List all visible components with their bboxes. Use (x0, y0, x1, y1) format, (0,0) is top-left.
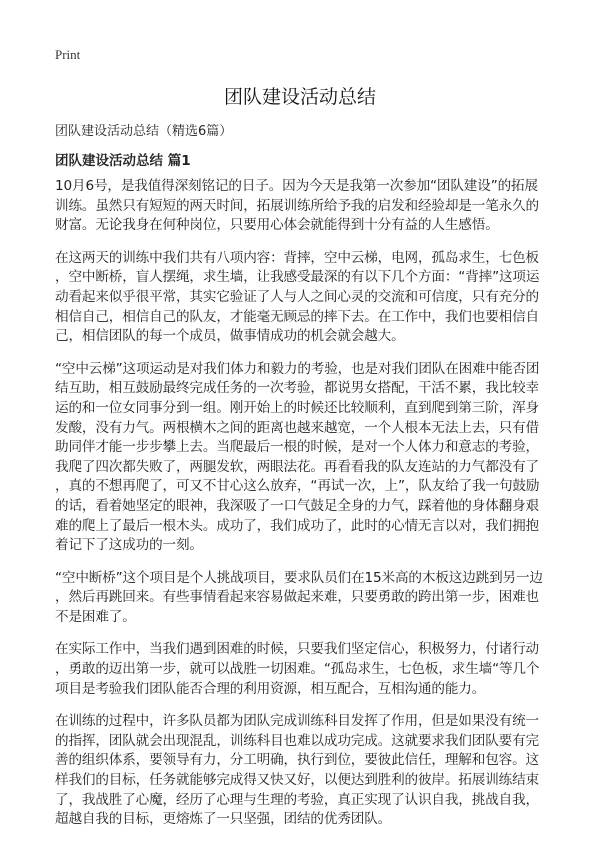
paragraph-line: “空中云梯”这项运动是对我们体力和毅力的考验，也是对我们团队在困难中能否团 (55, 360, 540, 377)
paragraph-line: 我爬了四次都失败了，两腿发软，两眼法花。再看看我的队友连站的力气都没有了 (55, 458, 539, 475)
paragraph (55, 249, 555, 347)
document-body (55, 177, 555, 843)
paragraph-line: 运的和一位女同事分到一组。刚开始上的时候还比较顺利，直到爬到第三阶，浑身 (55, 399, 539, 416)
page-title: 团队建设活动总结 (223, 86, 376, 108)
paragraph (55, 640, 555, 699)
paragraph-line: “空中断桥”这个项目是个人挑战项目，要求队员们在15米高的木板这边跳到另一边 (55, 569, 543, 586)
paragraph-line: 样我们的目标，任务就能够完成得又快又好，以便达到胜利的彼岸。拓展训练结束 (55, 772, 539, 789)
paragraph-line: 发酸，没有力气。两根横木之间的距离也越来越宽，一个人根本无法上去，只有借 (55, 419, 539, 436)
paragraph-line: 善的组织体系，要领导有力，分工明确，执行到位，要彼此信任，理解和包容。这 (55, 752, 539, 769)
paragraph-line: ，然后再跳回来。有些事情看起来容易做起来难，只要勇敢的跨出第一步，困难也 (55, 589, 539, 606)
paragraph (55, 569, 555, 628)
paragraph-line: 难的爬上了最后一根木头。成功了，我们成功了，此时的心情无言以对，我们拥抱 (55, 517, 539, 534)
paragraph-line: 助同伴才能一步步攀上去。当爬最后一根的时候，是对一个人体力和意志的考验， (55, 439, 539, 456)
paragraph-line: 在实际工作中，当我们遇到困难的时候，只要我们坚定信心，积极努力，付诸行动 (55, 641, 539, 658)
paragraph (55, 712, 555, 830)
document-subtitle: 团队建设活动总结（精选6篇） (55, 124, 233, 139)
paragraph-line: 10月6号，是我值得深刻铭记的日子。因为今天是我第一次参加“团队建设”的拓展 (55, 178, 538, 194)
paragraph-line: 的话，看着她坚定的眼神，我深吸了一口气鼓足全身的力气，踩着他的身体翻身艰 (55, 497, 539, 514)
paragraph-line: 动看起来似乎很平常，其实它验证了人与人之间心灵的交流和可信度，只有充分的 (55, 288, 539, 305)
paragraph-line: 相信自己，相信自己的队友，才能毫无顾忌的摔下去。在工作中，我们也要相信自 (55, 308, 539, 325)
paragraph-line: 的指挥，团队就会出现混乱，训练科目也难以成功完成。这就要求我们团队要有完 (55, 732, 539, 749)
paragraph-line: 结互助，相互鼓励最终完成任务的一次考验，都说男女搭配，干活不累，我比较幸 (55, 380, 539, 397)
print-link[interactable]: Print (55, 47, 81, 62)
paragraph-line: 了，我战胜了心魔，经历了心理与生理的考验，真正实现了认识自我，挑战自我， (55, 791, 539, 808)
paragraph-line: 项目是考验我们团队能否合理的利用资源，相互配合，互相沟通的能力。 (55, 680, 486, 697)
paragraph (55, 177, 555, 236)
paragraph-line: 不是困难了。 (55, 608, 136, 625)
section-heading: 团队建设活动总结 篇1 (55, 153, 191, 169)
paragraph-line: 己，相信团队的每一个成员，做事情成功的机会就会越大。 (55, 328, 405, 345)
paragraph-line: 财富。无论我身在何种岗位，只要用心体会就能得到十分有益的人生感悟。 (55, 217, 499, 234)
paragraph-line: 超越自我的目标，更熔炼了一只坚强，团结的优秀团队。 (55, 811, 392, 828)
paragraph-line: 着记下了这成功的一刻。 (55, 537, 203, 554)
paragraph-line: ，真的不想再爬了，可又不甘心这么放弃，“再试一次，上”，队友给了我一句鼓励 (55, 478, 540, 495)
paragraph-line: 在这两天的训练中我们共有八项内容：背摔，空中云梯，电网，孤岛求生，七色板 (55, 249, 539, 266)
paragraph (55, 360, 555, 556)
paragraph-line: ，空中断桥，盲人摆绳，求生墙，让我感受最深的有以下几个方面：“背摔”这项运 (55, 269, 540, 286)
paragraph-line: 在训练的过程中，许多队员都为团队完成训练科目发挥了作用，但是如果没有统一 (55, 713, 539, 730)
paragraph-line: ，勇敢的迈出第一步，就可以战胜一切困难。“孤岛求生，七色板，求生墙“等几个 (55, 661, 540, 678)
paragraph-line: 训练。虽然只有短短的两天时间，拓展训练所给予我的启发和经验却是一笔永久的 (55, 197, 539, 214)
